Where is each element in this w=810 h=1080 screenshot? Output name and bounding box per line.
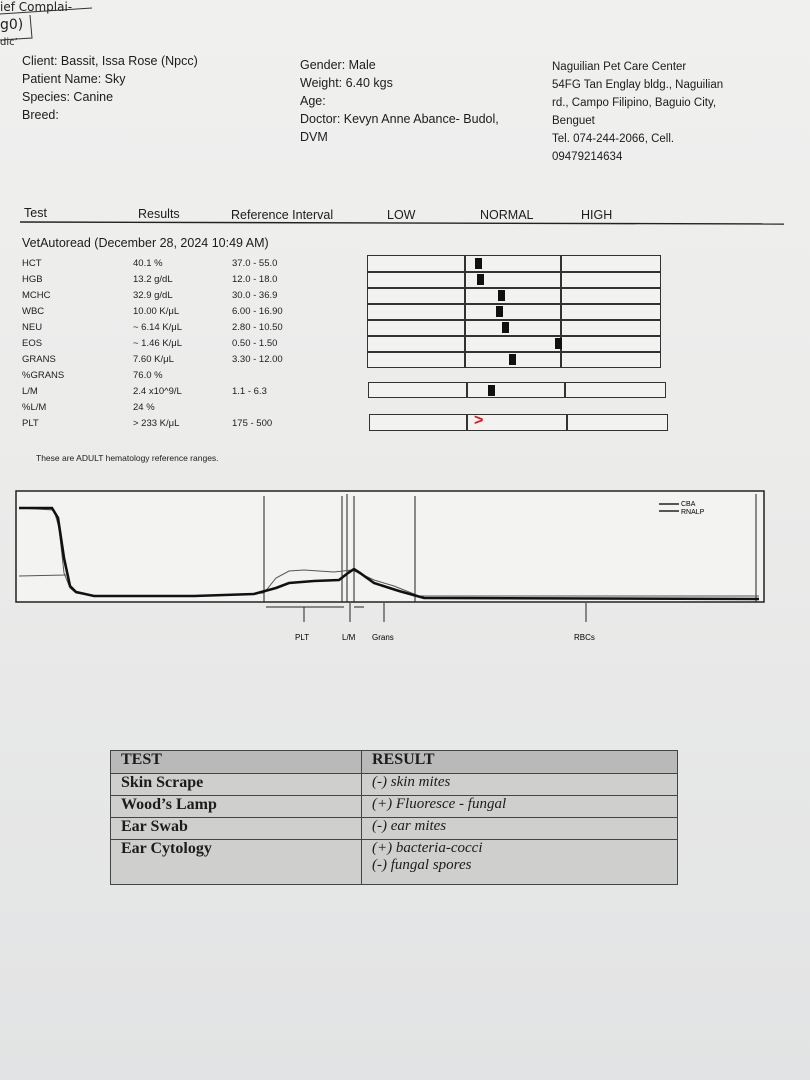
table-row xyxy=(111,818,678,840)
clinic-info-block xyxy=(552,58,723,166)
marker-wbc xyxy=(496,306,503,317)
row-ref-hgb: 12.0 - 18.0 xyxy=(232,274,278,285)
hematology-labels xyxy=(22,256,64,432)
row-ref-pct-grans xyxy=(232,368,283,384)
species: Species: Canine xyxy=(22,90,114,104)
test-result-woods-lamp: (+) Fluoresce - fungal xyxy=(362,796,678,818)
clinic-phone: Tel. 074-244-2066, Cell. xyxy=(552,133,675,145)
legend-cba: CBA xyxy=(681,501,696,508)
row-test-grans: GRANS xyxy=(22,354,56,365)
patient-info-block xyxy=(300,56,499,146)
marker-mchc xyxy=(498,290,505,301)
row-ref-mchc: 30.0 - 36.9 xyxy=(232,290,278,301)
row-ref-lm: 1.1 - 6.3 xyxy=(232,386,267,397)
gender: Gender: Male xyxy=(300,58,376,72)
table-row xyxy=(111,840,678,885)
row-test-plt: PLT xyxy=(22,418,39,429)
row-test-wbc: WBC xyxy=(22,306,45,317)
row-result-grans: 7.60 K/μL xyxy=(133,354,174,365)
test-name-ear-cytology: Ear Cytology xyxy=(111,840,362,885)
test-name-skin-scrape: Skin Scrape xyxy=(111,774,362,796)
clinic-address-3: Benguet xyxy=(552,115,595,127)
row-ref-neu: 2.80 - 10.50 xyxy=(232,322,283,333)
header-high: HIGH xyxy=(581,208,613,222)
handwritten-note-3: dic’ xyxy=(0,37,18,48)
row-result-lm: 2.4 x10^9/L xyxy=(133,386,182,397)
handwritten-box-lines xyxy=(0,0,95,45)
marker-hct xyxy=(475,258,482,269)
row-test-mchc: MCHC xyxy=(22,290,51,301)
tests-header-test: TEST xyxy=(111,751,362,774)
range-bar-group xyxy=(367,255,661,368)
breed: Breed: xyxy=(22,108,59,122)
client-name: Client: Bassit, Issa Rose (Npcc) xyxy=(22,54,198,68)
row-ref-hct: 37.0 - 55.0 xyxy=(232,258,278,269)
legend-rnalp: RNALP xyxy=(681,509,705,516)
row-result-mchc: 32.9 g/dL xyxy=(133,290,173,301)
row-result-plt: > 233 K/μL xyxy=(133,418,180,429)
test-result-ear-cytology-1: (+) bacteria-cocci xyxy=(372,840,483,856)
doctor-name: Doctor: Kevyn Anne Abance- Budol, xyxy=(300,112,499,126)
row-ref-plt: 175 - 500 xyxy=(232,418,273,429)
age: Age: xyxy=(300,94,326,108)
client-info-block xyxy=(22,52,198,124)
range-bar-lm xyxy=(368,382,666,398)
test-name-woods-lamp: Wood’s Lamp xyxy=(111,796,362,818)
table-row xyxy=(111,774,678,796)
tests-header-result: RESULT xyxy=(362,751,678,774)
row-test-neu: NEU xyxy=(22,322,43,333)
range-bar-plt xyxy=(369,414,668,431)
tests-table-header xyxy=(111,751,678,774)
row-test-lm: L/M xyxy=(22,386,38,397)
row-test-eos: EOS xyxy=(22,338,43,349)
marker-hgb xyxy=(477,274,484,285)
clinic-address-1: 54FG Tan Englay bldg., Naguilian xyxy=(552,79,724,91)
hematology-references xyxy=(232,256,283,432)
header-test: Test xyxy=(24,206,47,220)
row-test-hgb: HGB xyxy=(22,274,43,285)
header-low: LOW xyxy=(387,208,416,222)
hematology-results xyxy=(133,256,182,432)
run-title: VetAutoread (December 28, 2024 10:49 AM) xyxy=(22,236,269,250)
header-normal: NORMAL xyxy=(480,208,534,222)
header-rule xyxy=(20,220,790,228)
clinic-address-2: rd., Campo Filipino, Baguio City, xyxy=(552,97,717,109)
row-result-neu: ~ 6.14 K/μL xyxy=(133,322,183,333)
row-test-hct: HCT xyxy=(22,258,42,269)
row-ref-eos: 0.50 - 1.50 xyxy=(232,338,278,349)
clinic-cell: 09479214634 xyxy=(552,151,623,163)
row-ref-wbc: 6.00 - 16.90 xyxy=(232,306,283,317)
marker-grans xyxy=(509,354,516,365)
test-result-skin-scrape: (-) skin mites xyxy=(362,774,678,796)
row-test-pct-grans: %GRANS xyxy=(22,370,65,381)
test-name-ear-swab: Ear Swab xyxy=(111,818,362,840)
row-result-pct-lm: 24 % xyxy=(133,402,155,413)
marker-lm xyxy=(488,385,495,396)
row-result-wbc: 10.00 K/μL xyxy=(133,306,180,317)
histogram-label-lm: L/M xyxy=(342,633,356,642)
row-result-hgb: 13.2 g/dL xyxy=(133,274,173,285)
histogram-label-grans: Grans xyxy=(372,633,394,642)
adult-ranges-note: These are ADULT hematology reference ranges. xyxy=(36,453,219,463)
plt-arrow-marker: > xyxy=(474,412,484,429)
table-row xyxy=(111,796,678,818)
row-result-eos: ~ 1.46 K/μL xyxy=(133,338,183,349)
clinic-name: Naguilian Pet Care Center xyxy=(552,61,687,73)
histogram-frame xyxy=(16,491,764,602)
handwritten-note-1: ief Complai- xyxy=(0,0,73,14)
histogram-label-rbcs: RBCs xyxy=(574,633,595,642)
row-test-pct-lm: %L/M xyxy=(22,402,47,413)
row-result-pct-grans: 76.0 % xyxy=(133,370,163,381)
row-result-hct: 40.1 % xyxy=(133,258,163,269)
tests-table xyxy=(110,750,678,885)
histogram-chart xyxy=(14,488,769,648)
header-results: Results xyxy=(138,207,180,221)
weight: Weight: 6.40 kgs xyxy=(300,76,393,90)
histogram-label-plt: PLT xyxy=(295,633,310,642)
handwritten-note-2: g0) xyxy=(0,17,24,33)
header-reference: Reference Interval xyxy=(231,208,334,222)
row-ref-grans: 3.30 - 12.00 xyxy=(232,354,283,365)
test-result-ear-cytology-2: (-) fungal spores xyxy=(372,857,472,873)
marker-eos xyxy=(555,338,562,349)
row-ref-pct-lm xyxy=(232,400,283,416)
test-result-ear-cytology xyxy=(362,840,678,885)
patient-name: Patient Name: Sky xyxy=(22,72,126,86)
doctor-title: DVM xyxy=(300,130,328,144)
marker-neu xyxy=(502,322,509,333)
test-result-ear-swab: (-) ear mites xyxy=(362,818,678,840)
